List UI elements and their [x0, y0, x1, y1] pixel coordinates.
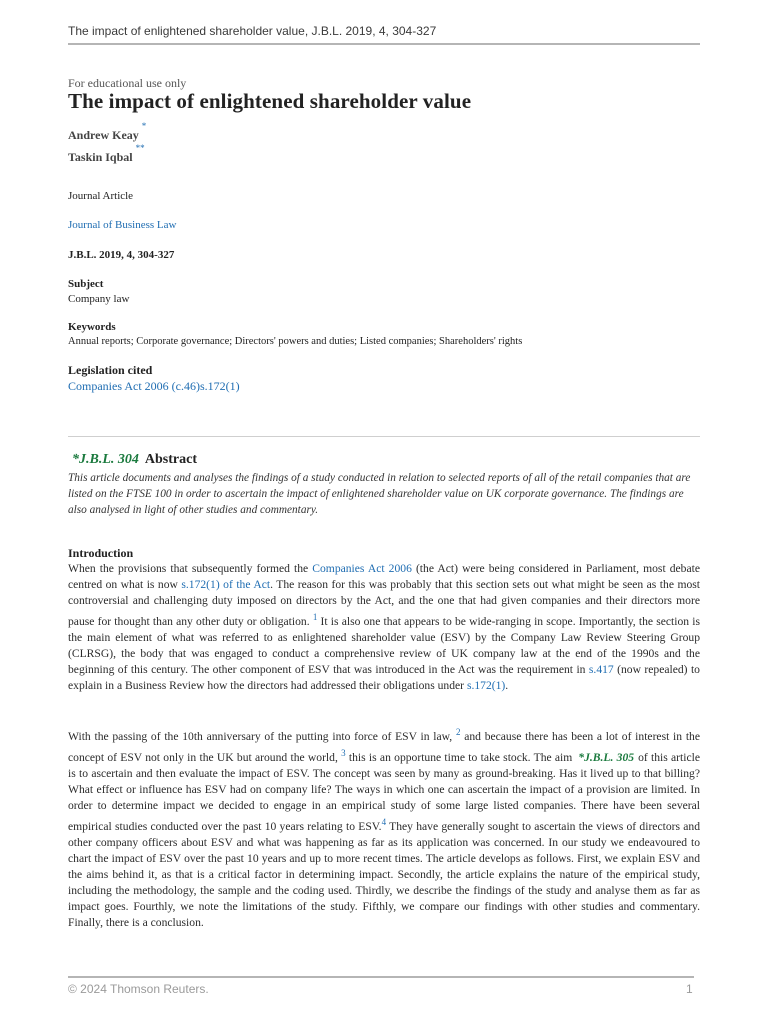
author-name: Andrew Keay [68, 128, 139, 142]
abstract-title: Abstract [144, 452, 197, 467]
author-2 [68, 143, 145, 165]
paragraph-text: (now repealed) to explain in a Business Review how the directors had addressed their obligations under [68, 662, 700, 692]
section-divider [68, 436, 700, 437]
paragraph-text: When the provisions that subsequently formed the [68, 562, 313, 575]
abstract-heading [72, 452, 197, 468]
educational-use-note: For educational use only [68, 76, 187, 90]
footer-divider [68, 976, 694, 978]
page-star-reference: *J.B.L. 304 [72, 452, 139, 467]
paragraph-text: It is also one that appears to be wide-ranging in scope. Importantly, the section is the main element of what was referred to as enlightened shareholder value (ESV) by the Company Law Review Steering Group (CLRSG), the body that was engaged to conduct a comprehensive review of UK company law at the end of the 1990s and the beginning of this century. The other component of ESV that was introduced in the Act was the requirement in [68, 614, 701, 676]
author-footnote-link[interactable]: ** [135, 143, 145, 153]
header-divider [68, 43, 700, 45]
document-type: Journal Article [68, 190, 134, 202]
legislation-label: Legislation cited [68, 363, 153, 377]
article-title: The impact of enlightened shareholder value [68, 89, 472, 113]
keywords-label: Keywords [68, 321, 116, 333]
journal-link[interactable]: Journal of Business Law [68, 219, 177, 231]
abstract-text: This article documents and analyses the findings of a study conducted in relation to selected reports of all of the retail companies that are listed on the FTSE 100 in order to ascertain the impact of enlightened shareholder value on UK corporate governance. The findings are also analysed in light of other studies and commentary. [68, 472, 691, 516]
copyright-notice: © 2024 Thomson Reuters. [68, 982, 209, 996]
footnote-1-link[interactable]: 1 [312, 612, 318, 622]
page-number: 1 [686, 982, 693, 996]
paragraph-text: . [505, 678, 509, 692]
citation: J.B.L. 2019, 4, 304-327 [68, 249, 175, 261]
keywords-value: Annual reports; Corporate governance; Directors' powers and duties; Listed companies; Shareholders' rights [68, 336, 523, 347]
legislation-link[interactable]: Companies Act 2006 (c.46)s.172(1) [68, 379, 240, 393]
intro-paragraph-1 [68, 561, 700, 694]
s172-1-link[interactable]: s.172(1) [466, 678, 506, 692]
footnote-2-link[interactable]: 2 [455, 727, 461, 737]
companies-act-link[interactable]: Companies Act 2006 [312, 562, 412, 575]
paragraph-text: They have generally sought to ascertain the views of directors and other company officers about ESV and what was happening as far as its application was concerned. In our study we endeavoured to chart the impact of ESV over the past 10 years and up to more recent times. The article develops as follows. First, we explain ESV and the aims behind it, as that is a critical factor in determining impact. Secondly, the article explains the nature of the empirical study, including the methodology, the sample and the coding used. Thirdly, we describe the findings of the study and analyse them as far as impact goes. Fourthly, we note the limitations of the study. Fifthly, we compare our findings with other studies and commentary. Finally, there is a conclusion. [68, 819, 700, 929]
running-header-title: The impact of enlightened shareholder value, J.B.L. 2019, 4, 304-327 [68, 24, 437, 38]
subject-label: Subject [68, 278, 104, 290]
paragraph-text: . The reason for this was probably that this section sets out what might be seen as the most controversial and challenging duty imposed on directors by the Act, and the one that had given companies and their directors more pause for thought than any other duty or obligation. [68, 578, 700, 628]
s172-link[interactable]: s.172(1) of the Act [181, 578, 271, 591]
intro-paragraph-2 [68, 724, 700, 931]
introduction-heading: Introduction [68, 546, 134, 560]
paragraph-text: (the Act) were being considered in Parliament, most debate centred on what is now [68, 562, 700, 591]
paragraph-text: and because there has been a lot of interest in the concept of ESV not only in the UK but around the world, [68, 729, 700, 764]
paragraph-text: With the passing of the 10th anniversary of the putting into force of ESV in law, [68, 729, 453, 743]
s417-link[interactable]: s.417 [588, 662, 614, 676]
footnote-3-link[interactable]: 3 [341, 747, 346, 758]
subject-value: Company law [68, 293, 130, 305]
author-1 [68, 121, 147, 143]
page-star-reference: *J.B.L. 305 [578, 750, 635, 764]
paragraph-text: of this article is to ascertain and then evaluate the impact of ESV. The concept was seen by many as ground-breaking. Has it lived up to that billing? What effect or influence has ESV had on company life? The ways in which one can ascertain the impact of a provision are limited. In order to determine impact we decided to engage in an empirical study of some large listed companies. There have been several empirical studies conducted over the past 10 years relating to ESV. [68, 750, 700, 833]
author-name: Taskin Iqbal [68, 150, 133, 164]
footnote-4-link[interactable]: 4 [381, 816, 387, 827]
author-footnote-link[interactable]: * [141, 121, 147, 131]
paragraph-text: this is an opportune time to take stock. The aim [345, 750, 573, 764]
